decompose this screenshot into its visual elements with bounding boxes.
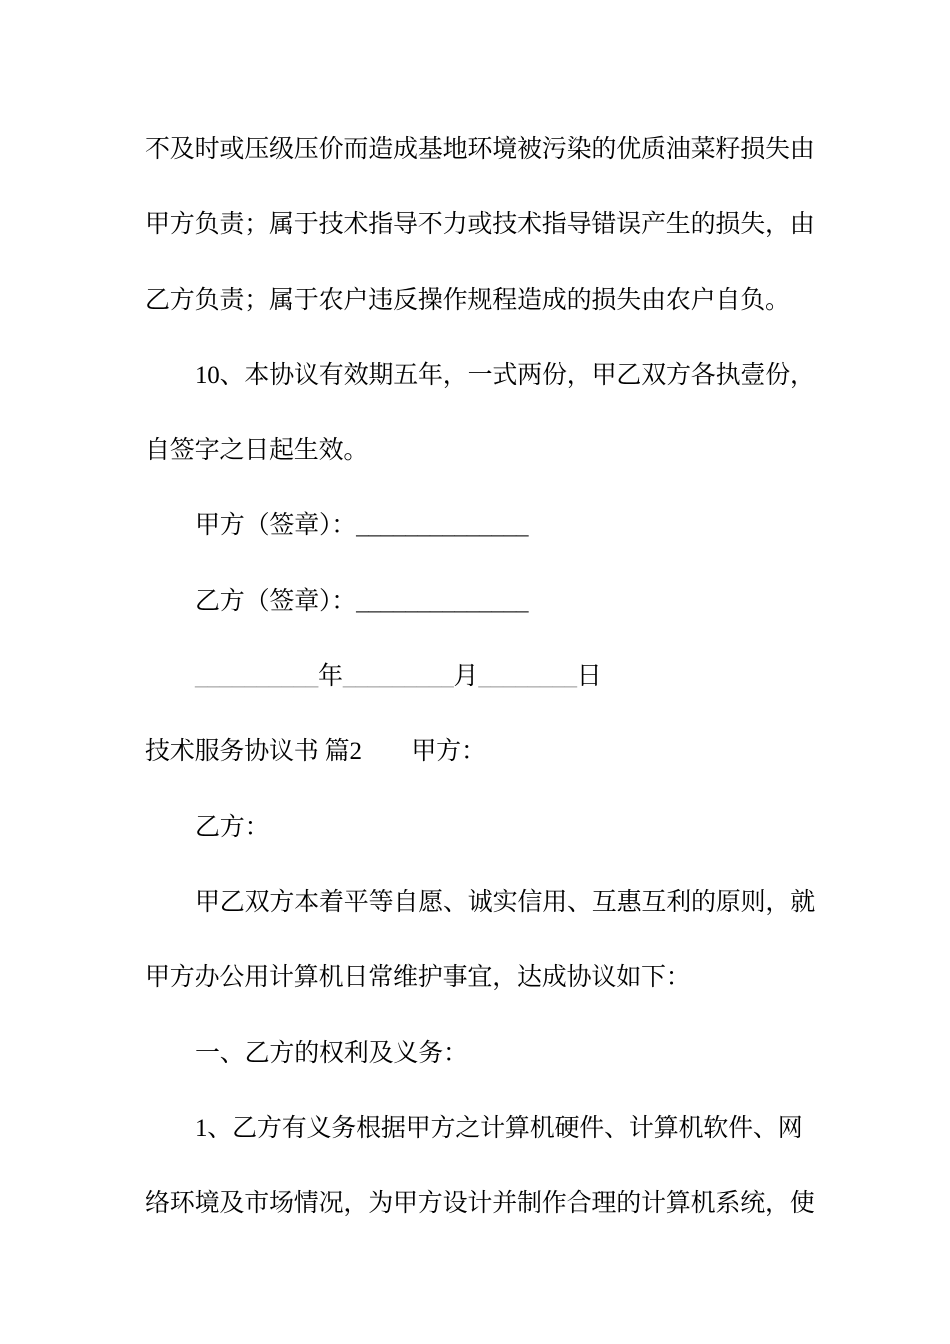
body-text: 乙方负责；属于农户违反操作规程造成的损失由农户自负。	[145, 286, 790, 314]
year-label: 年	[318, 663, 343, 691]
date-blank-day: ________	[478, 663, 577, 691]
date-blank-month: _________	[342, 663, 454, 691]
section-title-text: 技术服务协议书 篇2 甲方：	[145, 738, 486, 766]
body-text: 乙方：	[195, 813, 270, 841]
paragraph-line-section-one	[145, 1016, 825, 1091]
signature-blank-party-a: ______________	[356, 512, 529, 540]
date-blank-year: __________	[195, 663, 319, 691]
paragraph-line-party-b-label	[145, 790, 825, 865]
paragraph-line	[145, 187, 825, 262]
body-text: 1、乙方有义务根据甲方之计算机硬件、计算机软件、网	[195, 1114, 803, 1142]
paragraph-line	[145, 263, 825, 338]
body-text: 自签字之日起生效。	[145, 437, 369, 465]
date-line	[145, 639, 825, 714]
body-text: 10、本协议有效期五年，一式两份，甲乙双方各执壹份，	[195, 361, 815, 389]
body-text: 不及时或压级压价而造成基地环境被污染的优质油菜籽损失由	[145, 136, 815, 163]
signature-label-party-a: 甲方（签章）：	[195, 512, 357, 540]
body-text: 甲方办公用计算机日常维护事宜，达成协议如下：	[145, 964, 691, 992]
paragraph-line-item-1	[145, 1091, 825, 1166]
body-text: 甲方负责；属于技术指导不力或技术指导错误产生的损失，由	[145, 211, 815, 239]
paragraph-line	[145, 1166, 825, 1241]
signature-line-party-a	[145, 488, 825, 563]
body-text: 一、乙方的权利及义务：	[195, 1039, 468, 1067]
paragraph-line	[145, 413, 825, 488]
signature-label-party-b: 乙方（签章）：	[195, 587, 357, 615]
document-body	[145, 112, 825, 1241]
paragraph-line	[145, 865, 825, 940]
paragraph-line	[145, 112, 825, 187]
signature-blank-party-b: ______________	[356, 587, 529, 615]
signature-line-party-b	[145, 564, 825, 639]
paragraph-line	[145, 940, 825, 1015]
section-title-line	[145, 714, 825, 789]
paragraph-line-clause-10	[145, 338, 825, 413]
body-text: 络环境及市场情况，为甲方设计并制作合理的计算机系统，使	[145, 1190, 815, 1218]
day-label: 日	[576, 663, 602, 691]
month-label: 月	[453, 663, 479, 691]
body-text: 甲乙双方本着平等自愿、诚实信用、互惠互利的原则，就	[195, 888, 816, 916]
